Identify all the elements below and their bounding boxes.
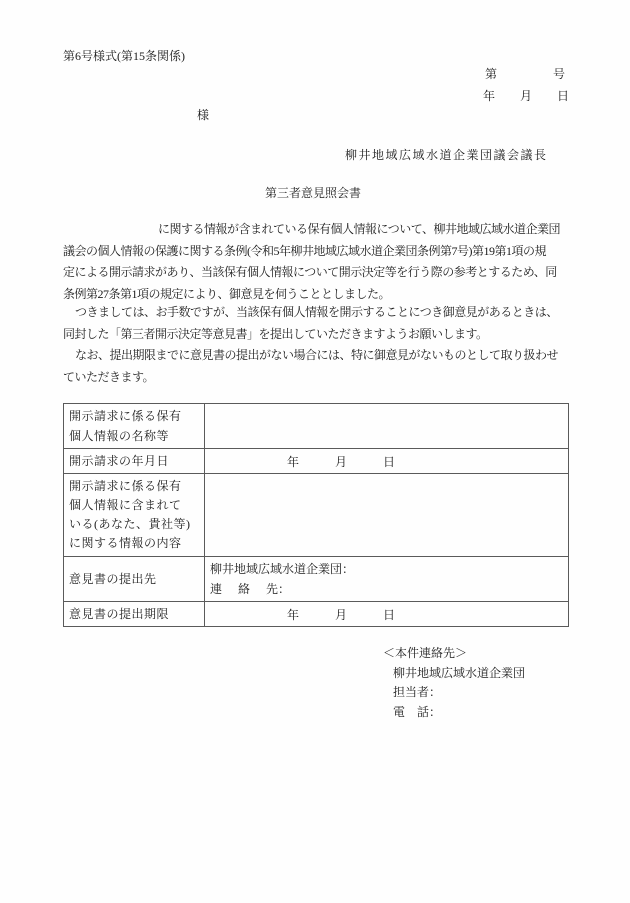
- info-content-label-line3: いる(あなた、貴社等): [69, 517, 191, 531]
- held-info-name-label-line2: 個人情報の名称等: [69, 429, 170, 443]
- deadline-value-cell: [205, 602, 569, 627]
- body-paragraph-2: [63, 302, 569, 345]
- body-paragraph-1: [63, 219, 569, 305]
- deadline-label-cell: [64, 602, 205, 627]
- submit-to-contact-char3: 先：: [266, 582, 291, 596]
- body-paragraph-3: [63, 345, 569, 388]
- date-day-label: 日: [557, 89, 570, 103]
- held-info-name-label-line1: 開示請求に係る保有: [69, 409, 182, 423]
- request-date-day-label: 日: [383, 454, 396, 469]
- body-p1-line4: 条例第27条第1項の規定により、御意見を伺うこととしました。: [63, 286, 391, 301]
- info-content-label-line2: 個人情報に含まれて: [69, 498, 182, 512]
- submit-to-label-cell: [64, 557, 205, 602]
- held-info-name-value-cell: [205, 404, 569, 449]
- request-date-value-cell: [205, 449, 569, 474]
- deadline-label: 意見書の提出期限: [69, 607, 170, 621]
- deadline-year-label: 年: [287, 607, 300, 622]
- sender-title: 柳井地域広域水道企業団議会議長: [345, 148, 548, 162]
- contact-person-label: 担当者：: [393, 685, 442, 699]
- deadline-day-label: 日: [383, 607, 396, 622]
- request-date-month-label: 月: [335, 454, 348, 469]
- contact-phone-char1: 電: [393, 704, 406, 719]
- table-row-submit-to: [64, 557, 569, 602]
- body-p1-line2: 議会の個人情報の保護に関する条例(令和5年柳井地域広域水道企業団条例第7号)第19第1項の規: [63, 243, 546, 258]
- body-p2-line2: 同封した「第三者開示決定等意見書」を提出していただきますようお願いします。: [63, 326, 488, 341]
- form-number: 第6号様式(第15条関係): [63, 49, 185, 63]
- body-p1-line3: 定による開示請求があり、当該保有個人情報について開示決定等を行う際の参考とするため、同: [63, 265, 557, 279]
- submit-to-org-line: 柳井地域広域水道企業団：: [210, 562, 355, 576]
- request-date-year-label: 年: [287, 454, 300, 469]
- table-row-deadline: [64, 602, 569, 627]
- table-row-held-info-name: [64, 404, 569, 449]
- submit-to-contact-char2: 絡: [238, 582, 251, 596]
- date-line: [483, 89, 569, 104]
- contact-phone-label: [383, 703, 525, 723]
- request-date-label: 開示請求の年月日: [69, 454, 170, 468]
- addressee-honorific: 様: [197, 108, 210, 122]
- submit-to-label: 意見書の提出先: [69, 572, 157, 586]
- table-row-request-date: [64, 449, 569, 474]
- info-content-label-cell: [64, 474, 205, 557]
- body-p1-line1: に関する情報が含まれている保有個人情報について、柳井地域広域水道企業団: [158, 222, 561, 236]
- document-title: 第三者意見照会書: [265, 186, 362, 200]
- date-year-label: 年: [483, 89, 496, 103]
- document-number-prefix: 第: [485, 67, 498, 81]
- submit-to-contact-line: [210, 579, 563, 599]
- date-month-label: 月: [520, 89, 533, 103]
- info-content-label-line4: に関する情報の内容: [69, 536, 182, 550]
- held-info-name-label-cell: [64, 404, 205, 449]
- contact-phone-char2: 話：: [417, 704, 442, 719]
- submit-to-contact-char1: 連: [210, 582, 223, 596]
- body-p2-line1: つきましては、お手数ですが、当該保有個人情報を開示することにつき御意見があるときは、: [75, 305, 558, 319]
- document-number-suffix: 号: [553, 67, 566, 81]
- submit-to-value-cell: [205, 557, 569, 602]
- deadline-month-label: 月: [335, 607, 348, 622]
- info-content-label-line1: 開示請求に係る保有: [69, 479, 182, 493]
- inquiry-form-table: [63, 403, 569, 627]
- contact-organization: 柳井地域広域水道企業団: [393, 665, 526, 680]
- body-p3-line1: なお、提出期限までに意見書の提出がない場合には、特に御意見がないものとして取り扱わせ: [75, 348, 559, 362]
- info-content-value-cell: [205, 474, 569, 557]
- document-number-line: [485, 67, 565, 82]
- contact-heading: ＜本件連絡先＞: [383, 646, 468, 660]
- table-row-info-content: [64, 474, 569, 557]
- contact-block: [383, 644, 525, 722]
- body-p3-line2: ていただきます。: [63, 369, 155, 384]
- request-date-label-cell: [64, 449, 205, 474]
